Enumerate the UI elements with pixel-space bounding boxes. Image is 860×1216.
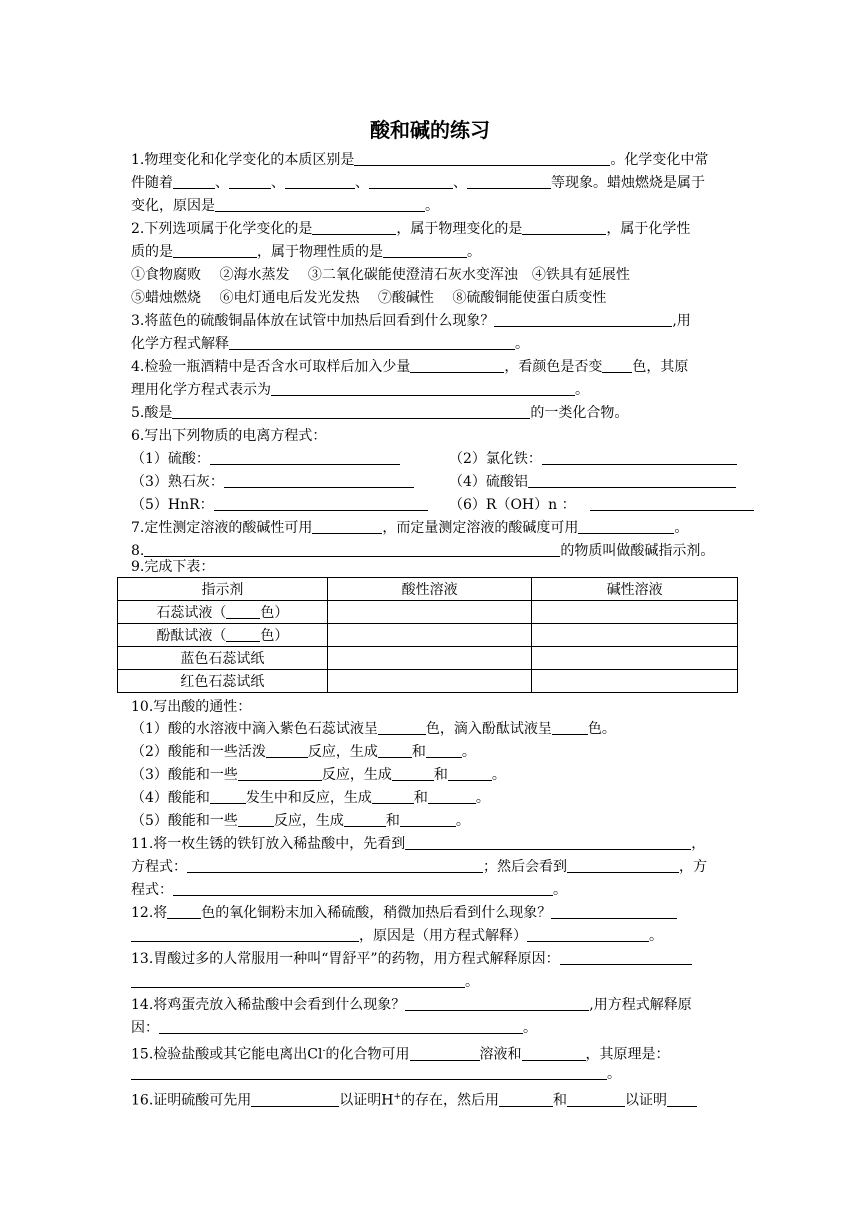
blank[interactable] <box>428 789 476 804</box>
blank[interactable] <box>426 743 462 758</box>
q10-line1: （1）酸的水溶液中滴入紫色石蕊试液呈 色，滴入酚酞试液呈 色。 <box>131 721 616 737</box>
blank[interactable] <box>552 720 588 735</box>
blank[interactable] <box>667 1092 697 1107</box>
blank[interactable] <box>210 450 400 465</box>
blank[interactable] <box>560 950 692 965</box>
blank[interactable] <box>372 789 414 804</box>
table-header: 指示剂 <box>118 578 328 601</box>
blank[interactable] <box>312 519 382 534</box>
q3-line1: 3.将蓝色的硫酸铜晶体放在试管中加热后回看到什么现象？ ,用 <box>131 313 691 329</box>
q6-item-1: （1）硫酸： <box>131 449 400 469</box>
q5-line: 5.酸是 的一类化合物。 <box>131 405 629 421</box>
table-row <box>118 670 738 693</box>
blank[interactable] <box>131 1065 607 1080</box>
table-cell: 红色石蕊试纸 <box>118 670 328 693</box>
blank[interactable] <box>542 450 737 465</box>
blank[interactable] <box>238 812 274 827</box>
blank[interactable] <box>173 881 553 896</box>
blank[interactable] <box>392 766 434 781</box>
q10-line3: （3）酸能和一些 反应，生成 和 。 <box>131 767 506 783</box>
blank[interactable] <box>410 1046 480 1061</box>
q1-line1: 1.物理变化和化学变化的本质区别是 。化学变化中常 <box>131 152 709 168</box>
q9-title: 9.完成下表： <box>131 559 215 575</box>
blank[interactable] <box>238 766 322 781</box>
q11-line2: 方程式： ；然后会看到 ，方 <box>131 859 707 875</box>
q14-line1: 14.将鸡蛋壳放入稀盐酸中会看到什么现象？ ,用方程式解释原 <box>131 997 692 1013</box>
blank[interactable] <box>405 996 589 1011</box>
q2-line2: 质的是 ，属于物理性质的是 。 <box>131 244 481 260</box>
blank[interactable] <box>224 473 414 488</box>
blank[interactable] <box>354 151 610 166</box>
blank[interactable] <box>226 627 260 642</box>
blank[interactable] <box>369 174 453 189</box>
blank[interactable] <box>400 812 456 827</box>
blank[interactable] <box>210 789 246 804</box>
blank[interactable] <box>378 720 426 735</box>
table-cell[interactable] <box>327 647 532 670</box>
q4-line1: 4.检验一瓶酒精中是否含水可取样后加入少量 ，看颜色是否变 色，其原 <box>131 359 689 375</box>
blank[interactable] <box>522 1046 586 1061</box>
q11-line1: 11.将一枚生锈的铁钉放入稀盐酸中，先看到 ， <box>131 836 706 852</box>
table-cell[interactable] <box>532 601 738 624</box>
blank[interactable] <box>499 1092 553 1107</box>
q10-line4: （4）酸能和 发生中和反应，生成 和 。 <box>131 790 490 806</box>
blank[interactable] <box>567 1092 625 1107</box>
blank[interactable] <box>551 904 677 919</box>
q2-line1: 2.下列选项属于化学变化的是 ，属于物理变化的是 ，属于化学性 <box>131 221 691 237</box>
q13-line1: 13.胃酸过多的人常服用一种叫“胃舒平”的药物，用方程式解释原因： <box>131 949 692 969</box>
q6-title: 6.写出下列物质的电离方程式： <box>131 428 327 444</box>
blank[interactable] <box>144 542 560 557</box>
blank[interactable] <box>167 904 201 919</box>
blank[interactable] <box>215 197 425 212</box>
q6-item-3: （3）熟石灰： <box>131 472 414 492</box>
blank[interactable] <box>131 973 465 988</box>
blank[interactable] <box>251 1092 339 1107</box>
blank[interactable] <box>602 358 632 373</box>
q15-line2: 。 <box>131 1064 621 1084</box>
table-row <box>118 624 738 647</box>
blank[interactable] <box>494 312 672 327</box>
table-row <box>118 647 738 670</box>
table-cell[interactable] <box>532 624 738 647</box>
table-row <box>118 601 738 624</box>
q13-line2: 。 <box>131 972 479 992</box>
q10-title: 10.写出酸的通性： <box>131 699 252 715</box>
blank[interactable] <box>448 766 492 781</box>
q6-item-2: （2）氯化铁： <box>449 449 737 469</box>
q6-item-4: （4）硫酸铝 <box>449 472 736 492</box>
blank[interactable] <box>522 220 606 235</box>
blank[interactable] <box>271 381 575 396</box>
blank[interactable] <box>527 927 649 942</box>
q11-line3: 程式： 。 <box>131 882 567 898</box>
q12-line2: ，原因是（用方程式解释） 。 <box>131 926 663 946</box>
table-header: 碱性溶液 <box>532 578 738 601</box>
q10-line5: （5）酸能和一些 反应，生成 和 。 <box>131 813 470 829</box>
blank[interactable] <box>467 174 551 189</box>
q6-item-6: （6）R（OH）n ： <box>449 495 754 515</box>
blank[interactable] <box>344 812 386 827</box>
blank[interactable] <box>378 743 412 758</box>
q12-line1: 12.将 色的氧化铜粉末加入稀硫酸，稍微加热后看到什么现象？ <box>131 903 677 923</box>
q8-line: 8. 的物质叫做酸碱指示剂。 <box>131 543 715 559</box>
q1-line2: 件随着 、 、 、 、 等现象。蜡烛燃烧是属于 <box>131 175 705 191</box>
blank[interactable] <box>159 1019 523 1034</box>
blank[interactable] <box>266 743 308 758</box>
blank[interactable] <box>578 519 674 534</box>
q3-line2: 化学方程式解释 。 <box>131 336 529 352</box>
blank[interactable] <box>214 496 428 511</box>
blank[interactable] <box>383 243 467 258</box>
q4-line2: 理用化学方程式表示为 。 <box>131 382 589 398</box>
q6-item-5: （5）HnR： <box>131 495 428 515</box>
blank[interactable] <box>312 220 396 235</box>
q15-line1: 15.检验盐酸或其它能电离出Cl-的化合物可用 溶液和 ，其原理是： <box>131 1046 670 1063</box>
q2-options-1: ①食物腐败 ②海水蒸发 ③二氧化碳能使澄清石灰水变浑浊 ④铁具有延展性 <box>131 267 630 283</box>
blank[interactable] <box>410 358 504 373</box>
table-header-row <box>118 578 738 601</box>
blank[interactable] <box>187 858 483 873</box>
blank[interactable] <box>528 473 736 488</box>
blank[interactable] <box>590 496 754 511</box>
q7-line: 7.定性测定溶液的酸碱性可用 ，而定量测定溶液的酸碱度可用 。 <box>131 520 689 536</box>
blank[interactable] <box>226 604 260 619</box>
table-cell[interactable] <box>327 624 532 647</box>
blank[interactable] <box>173 243 257 258</box>
blank[interactable] <box>173 174 215 189</box>
q14-line2: 因： 。 <box>131 1020 537 1036</box>
q2-options-2: ⑤蜡烛燃烧 ⑥电灯通电后发光发热 ⑦酸碱性 ⑧硫酸铜能使蛋白质变性 <box>131 290 607 306</box>
q1-line3: 变化，原因是 。 <box>131 198 439 214</box>
blank[interactable] <box>229 174 271 189</box>
q16-line1: 16.证明硫酸可先用 以证明H+的存在，然后用 和 以证明 <box>131 1087 697 1111</box>
q10-line2: （2）酸能和一些活泼 反应，生成 和 。 <box>131 744 476 760</box>
table-cell: 酚酞试液（ 色） <box>118 624 328 647</box>
table-cell: 蓝色石蕊试纸 <box>118 647 328 670</box>
table-cell[interactable] <box>532 647 738 670</box>
table-header: 酸性溶液 <box>327 578 532 601</box>
blank[interactable] <box>229 335 515 350</box>
table-cell[interactable] <box>327 601 532 624</box>
indicator-table <box>117 577 738 693</box>
table-cell: 石蕊试液（ 色） <box>118 601 328 624</box>
blank[interactable] <box>405 835 691 850</box>
page-title: 酸和碱的练习 <box>370 118 490 142</box>
blank[interactable] <box>131 927 359 942</box>
table-cell[interactable] <box>532 670 738 693</box>
table-cell[interactable] <box>327 670 532 693</box>
blank[interactable] <box>567 858 679 873</box>
blank[interactable] <box>172 404 530 419</box>
blank[interactable] <box>285 174 355 189</box>
